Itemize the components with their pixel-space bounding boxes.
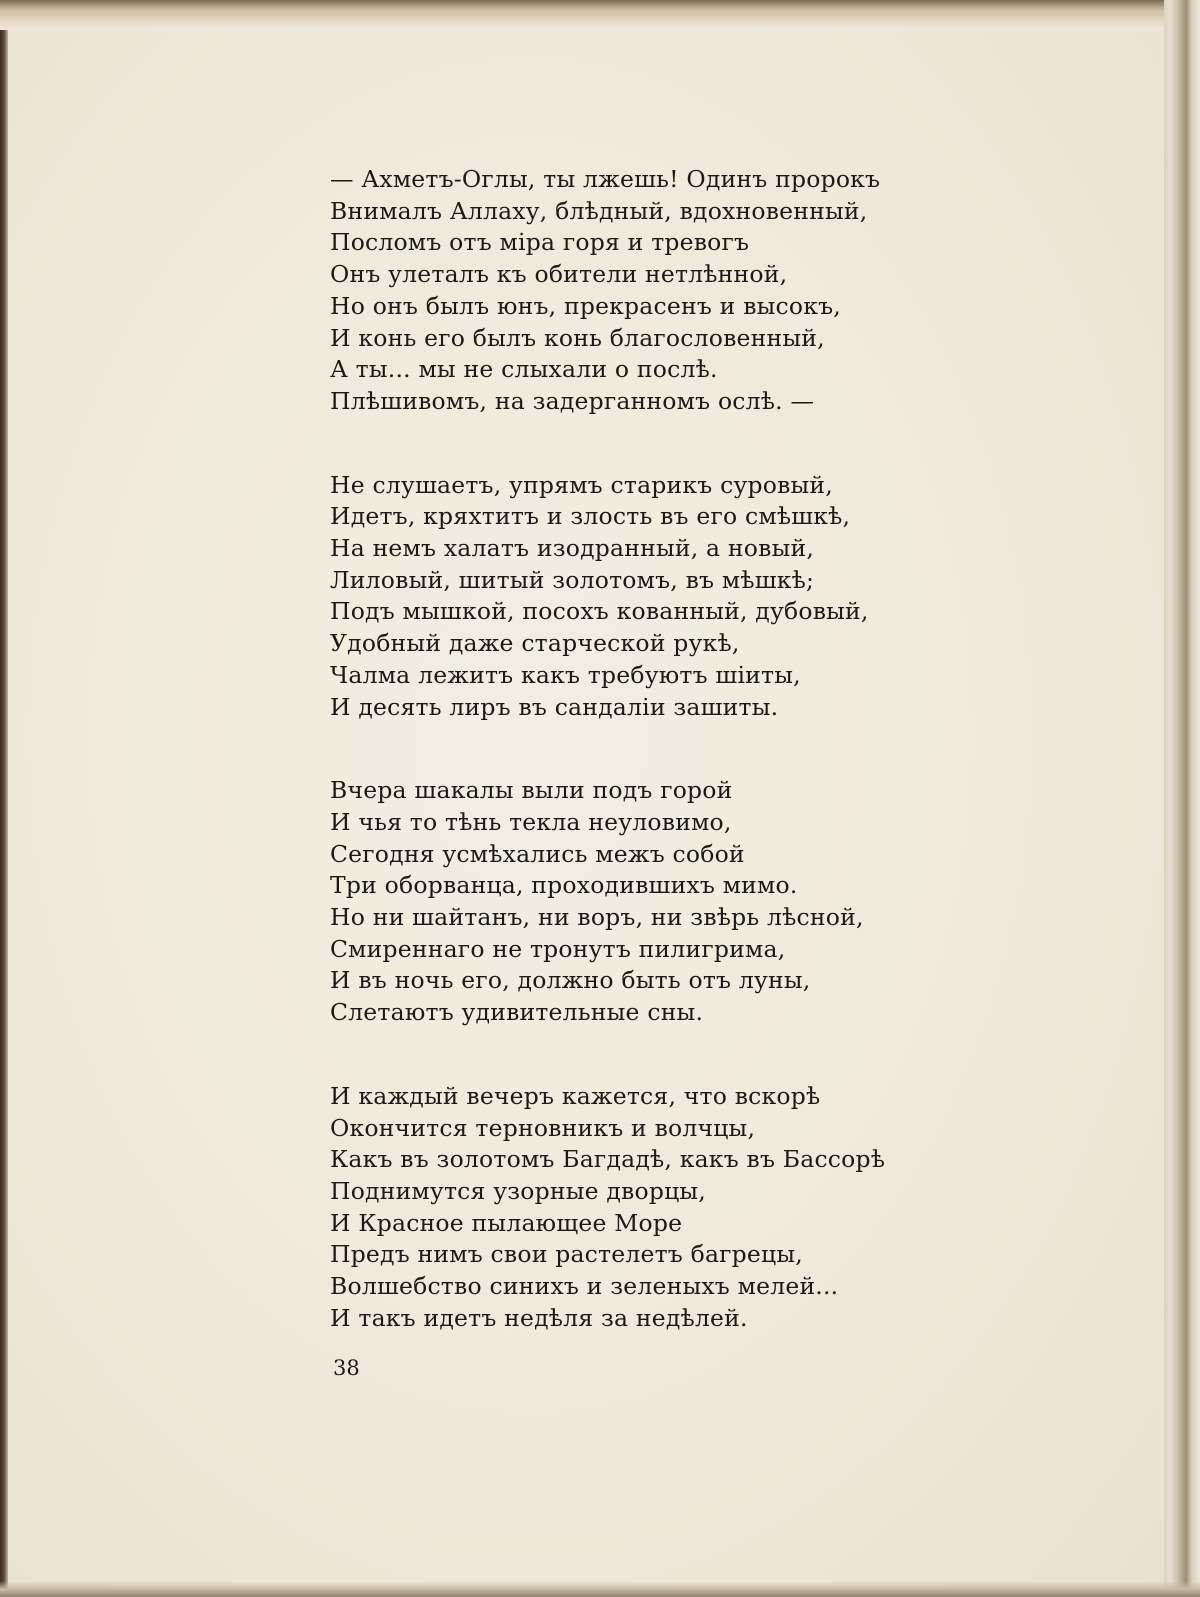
poem-line: Удобный даже старческой рукѣ, [330,629,740,658]
poem-line: Идетъ, кряхтитъ и злость въ его смѣшкѣ, [330,502,851,531]
poem-line: На немъ халатъ изодранный, а новый, [330,534,815,563]
poem-line: Плѣшивомъ, на задерганномъ ослѣ. — [330,386,815,415]
poem-line: Поднимутся узорные дворцы, [330,1176,706,1205]
poem-line: Вчера шакалы выли подъ горой [330,776,733,805]
poem-line: Три оборванца, проходившихъ мимо. [330,871,798,900]
stanza [330,775,970,1029]
poem-line: — Ахметъ-Оглы, ты лжешь! Одинъ пророкъ [330,165,881,193]
poem-line: Чалма лежитъ какъ требуютъ шіиты, [330,660,801,689]
poem-line: И десять лиръ въ сандаліи зашиты. [330,692,779,721]
poem-line: Слетаютъ удивительные сны. [330,998,704,1027]
poem-line: И чья то тѣнь текла неуловимо, [330,807,732,836]
poem-line: Волшебство синихъ и зеленыхъ мелей... [330,1272,839,1301]
book-spine-edge [1164,0,1200,1597]
poem-line: Не слушаетъ, упрямъ старикъ суровый, [330,470,833,499]
stanza [330,470,970,724]
page-number: 38 [333,1356,360,1380]
poem-line: Смиреннаго не тронутъ пилигрима, [330,934,786,963]
poem-line: Онъ улеталъ къ обители нетлѣнной, [330,260,788,289]
poem-line: И такъ идетъ недѣля за недѣлей. [330,1303,748,1332]
poem-line: Какъ въ золотомъ Багдадѣ, какъ въ Бассорѣ [330,1145,886,1174]
poem-line: Подъ мышкой, посохъ кованный, дубовый, [330,597,869,626]
poem-line: Внималъ Аллаху, блѣдный, вдохновенный, [330,196,868,225]
poem-line: И каждый вечеръ кажется, что вскорѣ [330,1081,821,1110]
poem-line: И въ ночь его, должно быть отъ луны, [330,966,811,995]
poem-line: Но онъ былъ юнъ, прекрасенъ и высокъ, [330,291,841,320]
poem-line: Но ни шайтанъ, ни воръ, ни звѣрь лѣсной, [330,903,864,932]
poem-line: Сегодня усмѣхались межъ собой [330,839,745,868]
poem-line: И Красное пылающее Море [330,1208,683,1237]
poem-line: Окончится терновникъ и волчцы, [330,1113,756,1142]
top-page-edge [0,0,1200,30]
poem-line: Посломъ отъ міра горя и тревогъ [330,228,750,257]
stanza [330,164,970,418]
poem-line: И конь его былъ конь благословенный, [330,323,825,352]
poem-line: Предъ нимъ свои растелетъ багрецы, [330,1240,803,1269]
stanza [330,1081,970,1335]
poem-line: А ты... мы не слыхали о послѣ. [330,355,718,384]
poem-line: Лиловый, шитый золотомъ, въ мѣшкѣ; [330,565,815,594]
poem-text [330,164,970,1387]
bottom-page-edge [0,1581,1200,1597]
